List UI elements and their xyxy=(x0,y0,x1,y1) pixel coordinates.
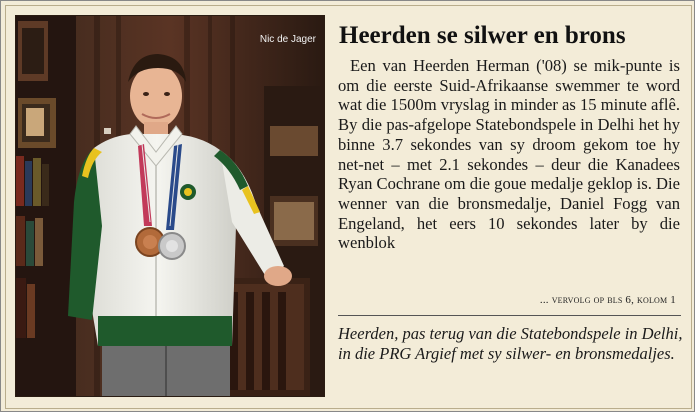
photo-caption: Heerden, pas terug van die Statebondspele in Delhi, in die PRG Argief met sy silwer- en bronsmedaljes. xyxy=(338,324,683,363)
athlete-photo xyxy=(15,15,325,397)
portrait-illustration xyxy=(16,16,324,396)
continuation-note: ... vervolg op bls 6, kolom 1 xyxy=(539,294,676,306)
caption-divider xyxy=(338,315,681,316)
photo-credit: Nic de Jager xyxy=(259,34,316,45)
article-body: Een van Heerden Herman ('08) se mik-punte is om die eerste Suid-Afrikaanse swemmer te word wat die 1500m vryslag in minder as 15 minute aflê. By die pas-afgelope Statebondspele in Delhi het hy binne 3.7 sekondes van sy droom gekom toe hy net-net – met 2.1 sekondes – deur die Kanadees Ryan Cochrane om die goue medalje geklop is. Die wenner van die bronsmedalje, Daniel Fogg van Engeland, het eers 10 sekondes later by die wenblok xyxy=(338,56,680,253)
article-headline: Heerden se silwer en brons xyxy=(339,22,626,49)
